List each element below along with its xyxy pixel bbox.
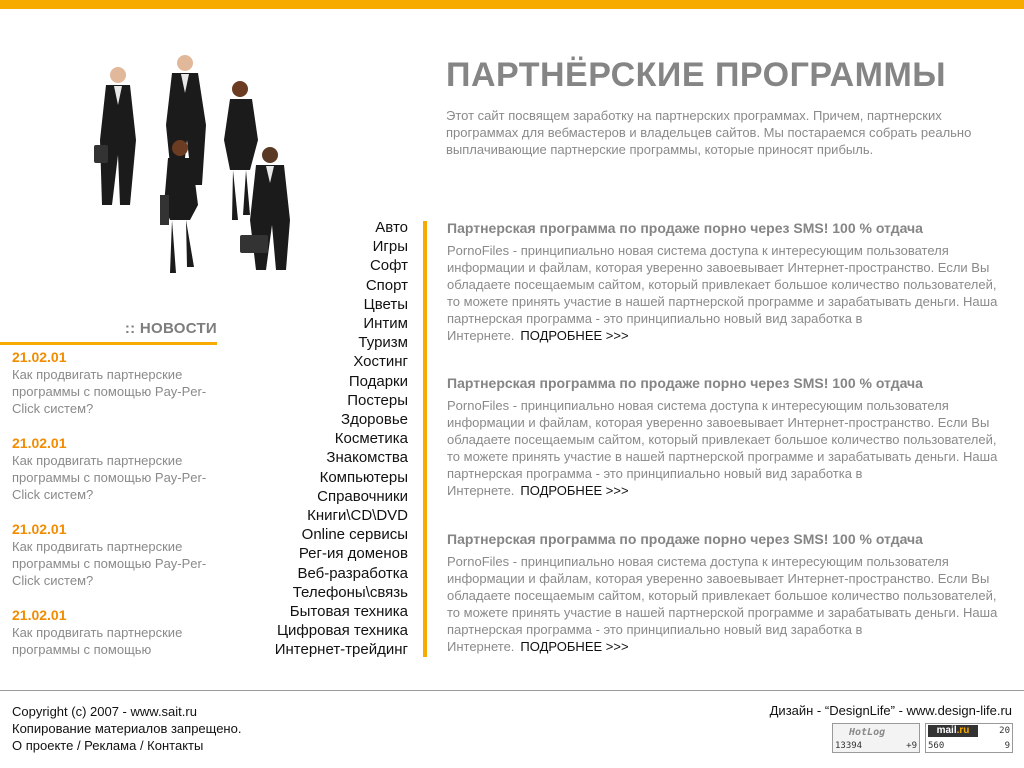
footer-link-contacts[interactable]: Контакты: [147, 738, 204, 753]
category-link-gifts[interactable]: Подарки: [348, 372, 408, 390]
category-link-intim[interactable]: Интим: [363, 315, 408, 333]
mailru-top: 20: [999, 726, 1010, 736]
category-link-posters[interactable]: Постеры: [347, 391, 408, 409]
article-text: PornoFiles - принципиально новая система доступа к интересующим пользователя информации и файлам, которая уверенно завоевывает Интернет-пространство. Если Вы обладаете посещаемым сайтом, который привлекает большое количество пользователей, то можете принять участие в нашей партнерской программе и зарабатывать деньги. Наша партнерская программа - это принципиально новый вид заработка в Интернете.: [447, 554, 998, 654]
article: [447, 220, 1007, 344]
category-link-cosmetics[interactable]: Косметика: [334, 430, 408, 448]
news-text[interactable]: Как продвигать партнерские программы с помощью Pay-Per-Click систем?: [12, 453, 207, 502]
category-link-dating[interactable]: Знакомства: [326, 449, 408, 467]
footer-sep: /: [136, 738, 148, 753]
news-item[interactable]: [12, 348, 222, 417]
article: [447, 375, 1007, 499]
footer-link-ads[interactable]: Реклама: [84, 738, 137, 753]
category-link-soft[interactable]: Софт: [369, 257, 408, 275]
news-text[interactable]: Как продвигать партнерские программы с помощью: [12, 625, 183, 657]
category-link-online-services[interactable]: Online сервисы: [301, 526, 408, 544]
category-link-digital[interactable]: Цифровая техника: [276, 622, 408, 640]
article-text: PornoFiles - принципиально новая система доступа к интересующим пользователя информации и файлам, которая уверенно завоевывает Интернет-пространство. Если Вы обладаете посещаемым сайтом, который привлекает большое количество пользователей, то можете принять участие в нашей партнерской программе и зарабатывать деньги. Наша партнерская программа - это принципиально новый вид заработка в Интернете.: [447, 243, 998, 343]
copyright-text: Copyright (c) 2007 - www.sait.ru: [12, 704, 197, 719]
news-date: 21.02.01: [12, 435, 67, 451]
footer-links: [12, 737, 241, 754]
footer-divider: [0, 690, 1024, 691]
news-item[interactable]: [12, 434, 222, 503]
category-link-books[interactable]: Книги\CD\DVD: [307, 507, 408, 525]
category-link-auto[interactable]: Авто: [375, 219, 408, 236]
footer-sep: /: [73, 738, 85, 753]
category-link-phones[interactable]: Телефоны\связь: [292, 583, 408, 601]
category-link-tourism[interactable]: Туризм: [358, 334, 408, 352]
hotlog-counter[interactable]: [832, 723, 920, 753]
category-link-appliances[interactable]: Бытовая техника: [289, 603, 408, 621]
mailru-left: 560: [928, 741, 945, 751]
news-date: 21.02.01: [12, 607, 67, 623]
mailru-logo: mail.ru: [928, 725, 978, 737]
design-credit[interactable]: Дизайн - “DesignLife” - www.design-life.ru: [769, 703, 1012, 718]
category-link-domains[interactable]: Рег-ия доменов: [298, 545, 408, 563]
article: [447, 531, 1007, 655]
news-date: 21.02.01: [12, 521, 67, 537]
intro-text: Этот сайт посвящем заработку на партнерских программах. Причем, партнерских программах для вебмастеров и владельцев сайтов. Мы постараемся собрать реально выплачивающие партнерские программы, которые приносят прибыль.: [446, 108, 972, 157]
category-link-computers[interactable]: Компьютеры: [319, 468, 408, 486]
news-header: [0, 320, 217, 345]
news-item[interactable]: [12, 606, 222, 658]
category-link-hosting[interactable]: Хостинг: [353, 353, 408, 371]
article-title[interactable]: Партнерская программа по продаже порно через SMS! 100 % отдача: [447, 375, 923, 391]
article-body: [447, 553, 1007, 655]
category-link-sport[interactable]: Спорт: [365, 276, 408, 294]
hotlog-logo: HotLog: [849, 727, 886, 738]
top-accent-bar: [0, 0, 1024, 9]
hotlog-value: 13394: [835, 741, 863, 751]
news-text[interactable]: Как продвигать партнерские программы с помощью Pay-Per-Click систем?: [12, 367, 207, 416]
mailru-counter[interactable]: [925, 723, 1013, 753]
category-link-references[interactable]: Справочники: [317, 487, 408, 505]
copy-notice: Копирование материалов запрещено.: [12, 721, 242, 736]
article-body: [447, 242, 1007, 344]
more-link[interactable]: ПОДРОБНЕЕ >>>: [520, 328, 629, 343]
category-link-flowers[interactable]: Цветы: [363, 295, 408, 313]
news-date: 21.02.01: [12, 349, 67, 365]
article-text: PornoFiles - принципиально новая система доступа к интересующим пользователя информации и файлам, которая уверенно завоевывает Интернет-пространство. Если Вы обладаете посещаемым сайтом, который привлекает большое количество пользователей, то можете принять участие в нашей партнерской программе и зарабатывать деньги. Наша партнерская программа - это принципиально новый вид заработка в Интернете.: [447, 398, 998, 498]
category-link-health[interactable]: Здоровье: [341, 411, 408, 429]
hotlog-delta: +9: [906, 741, 917, 751]
category-link-trading[interactable]: Интернет-трейдинг: [274, 641, 408, 659]
news-item[interactable]: [12, 520, 222, 589]
news-list: [12, 348, 222, 658]
more-link[interactable]: ПОДРОБНЕЕ >>>: [520, 639, 629, 654]
menu-divider: [423, 221, 427, 657]
mailru-right: 9: [1004, 741, 1010, 751]
article-title[interactable]: Партнерская программа по продаже порно через SMS! 100 % отдача: [447, 531, 923, 547]
page-title: ПАРТНЁРСКИЕ ПРОГРАММЫ: [446, 56, 947, 94]
article-title[interactable]: Партнерская программа по продаже порно через SMS! 100 % отдача: [447, 220, 923, 236]
category-link-games[interactable]: Игры: [372, 238, 408, 256]
more-link[interactable]: ПОДРОБНЕЕ >>>: [520, 483, 629, 498]
article-body: [447, 397, 1007, 499]
footer-info: [12, 703, 241, 754]
footer-link-about[interactable]: О проекте: [12, 738, 74, 753]
category-link-web-dev[interactable]: Веб-разработка: [297, 564, 408, 582]
news-text[interactable]: Как продвигать партнерские программы с помощью Pay-Per-Click систем?: [12, 539, 207, 588]
news-heading: :: НОВОСТИ: [124, 320, 217, 337]
category-menu: [250, 218, 408, 660]
